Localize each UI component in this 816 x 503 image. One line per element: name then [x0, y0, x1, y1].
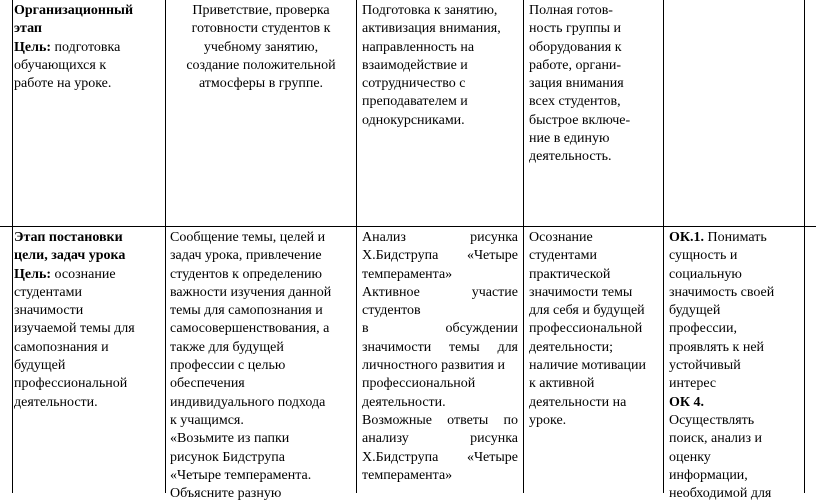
table-border: [12, 0, 13, 493]
goal-text: осознание студентами значимости изучаемой темы для самопознания и будущей профессиональной деятельности.: [14, 266, 135, 410]
table-border: [804, 0, 805, 493]
ok4-label: ОК 4.: [669, 394, 705, 410]
stage-goal-cell: [14, 229, 164, 412]
goal-text: подготовка обучающихся к работе на уроке.: [14, 39, 121, 92]
goal-label: Цель:: [14, 266, 52, 282]
text-line: студентов: [362, 303, 421, 319]
text-line: Возможные ответы по: [362, 412, 518, 428]
stage-title: Этап постановки цели, задач урока: [14, 230, 126, 264]
teacher-activity-cell: Сообщение темы, целей и задач урока, привлечение студентов к определению важности изучения данной темы для самопознания и самосовершенствования, а также для будущей профессии с целью обеспечения индивидуального подхода к учащимся. «Возьмите из папки рисунок Бидструпа «Четыре темперамента. Объясните разную: [170, 230, 332, 502]
text-line: Х.Бидструпа «Четыре: [362, 449, 518, 465]
result-cell: Осознание студентами практической значимости темы для себя и будущей профессиональной деятельности; наличие мотивации к активной деятельности на уроке.: [529, 230, 646, 428]
table-border: [356, 0, 357, 493]
text-line: темперамента»: [362, 266, 453, 282]
row-divider: [0, 226, 816, 227]
student-activity-cell: Подготовка к занятию, активизация внимания, направленность на взаимодействие и сотрудничество с преподавателем и однокурсниками.: [362, 3, 501, 128]
table-border: [165, 0, 166, 493]
text-line: Анализ рисунка: [362, 230, 518, 245]
text-line: значимости темы для: [362, 339, 518, 355]
ok1-label: ОК.1.: [669, 230, 705, 245]
result-cell: Полная готов- ность группы и оборудования к работе, органи- зация внимания всех студентов, быстрое включе- ние в единую деятельность.: [529, 3, 631, 165]
table-border: [523, 0, 524, 493]
competence-cell: [669, 229, 802, 503]
stage-org-cell: [14, 2, 164, 93]
teacher-activity-cell: Приветствие, проверка готовности студентов к учебному занятию, создание положительной атмосферы в группе.: [186, 3, 336, 92]
ok1-text: Понимать сущность и социальную значимость своей будущей профессии, проявлять к ней устойчивый интерес: [669, 230, 775, 392]
text-line: Активное участие: [362, 284, 518, 300]
student-activity-cell: [362, 229, 518, 485]
text-line: деятельности.: [362, 394, 446, 410]
text-line: профессиональной: [362, 376, 476, 392]
ok4-text: Осуществлять поиск, анализ и оценку информации, необходимой для: [669, 412, 772, 502]
text-line: темперамента»: [362, 467, 453, 483]
stage-title: Организационный этап: [14, 3, 134, 37]
text-line: Х.Бидструпа «Четыре: [362, 248, 518, 264]
text-line: в обсуждении: [362, 321, 518, 337]
table-border: [663, 0, 664, 493]
goal-label: Цель:: [14, 39, 52, 55]
text-line: анализу рисунка: [362, 431, 518, 447]
text-line: личностного развития и: [362, 358, 505, 374]
